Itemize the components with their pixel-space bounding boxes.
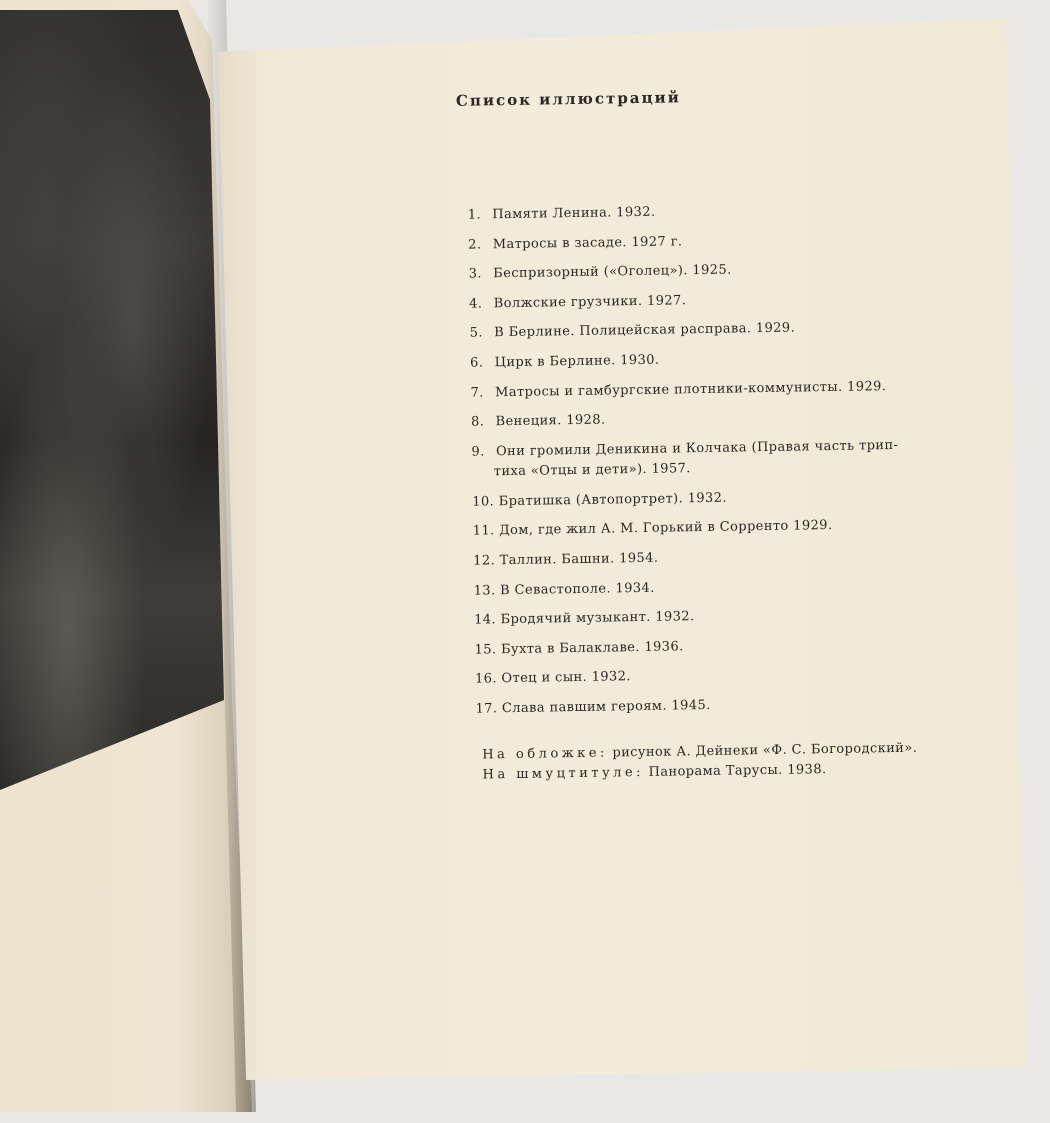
item-text: Волжские грузчики. 1927.: [493, 293, 687, 312]
illustration-list: [468, 196, 936, 727]
item-number: 17.: [475, 701, 498, 717]
page-title: Список иллюстраций: [455, 88, 681, 110]
item-text: Братишка (Автопортрет). 1932.: [498, 490, 727, 509]
item-text: Слава павшим героям. 1945.: [501, 697, 711, 717]
item-number: 6.: [469, 355, 484, 371]
item-text: В Берлине. Полицейская расправа. 1929.: [494, 320, 796, 341]
item-text: Бухта в Балаклаве. 1936.: [500, 639, 684, 657]
item-number: 9.: [471, 444, 485, 460]
item-text: Они громили Деникина и Колчака (Правая часть трип-: [495, 437, 899, 459]
item-number: 3.: [468, 266, 483, 282]
item-number: 11.: [472, 523, 495, 539]
item-text: Матросы в засаде. 1927 г.: [492, 233, 683, 252]
item-text: Матросы и гамбургские плотники-коммунисты. 1929.: [494, 378, 887, 400]
item-text: Памяти Ленина. 1932.: [492, 204, 656, 223]
halftitle-note-label: На шмуцтитуле:: [482, 764, 645, 783]
cover-notes: [482, 739, 918, 786]
cover-note-label: На обложке:: [482, 745, 608, 763]
item-text: Дом, где жил А. М. Горький в Сорренто 1929.: [499, 518, 833, 539]
item-text: Цирк в Берлине. 1930.: [494, 352, 660, 371]
cover-note-text: рисунок А. Дейнеки «Ф. С. Богородский».: [612, 740, 918, 761]
item-number: 16.: [474, 671, 498, 687]
item-text-continuation: тиха «Отцы и дети»). 1957.: [493, 460, 691, 480]
item-number: 4.: [469, 296, 483, 312]
item-number: 1.: [467, 207, 482, 223]
item-number: 12.: [473, 553, 496, 569]
item-number: 14.: [474, 612, 497, 628]
item-number: 5.: [469, 325, 483, 342]
item-text: Бродячий музыкант. 1932.: [500, 609, 695, 628]
item-text: В Севастополе. 1934.: [499, 580, 655, 598]
item-text: Венеция. 1928.: [495, 412, 606, 430]
halftitle-note-text: Панорама Тарусы. 1938.: [648, 762, 827, 780]
item-number: 2.: [468, 237, 482, 253]
list-item: [471, 433, 932, 490]
item-text: Отец и сын. 1932.: [501, 669, 632, 687]
item-number: 15.: [474, 641, 497, 658]
list-item: [475, 690, 935, 727]
item-number: 13.: [473, 582, 496, 599]
item-number: 8.: [470, 414, 485, 430]
item-text: Беспризорный («Оголец»). 1925.: [493, 262, 732, 282]
item-text: Таллин. Башни. 1954.: [499, 550, 659, 569]
item-number: 10.: [472, 494, 495, 510]
item-number: 7.: [470, 384, 484, 401]
